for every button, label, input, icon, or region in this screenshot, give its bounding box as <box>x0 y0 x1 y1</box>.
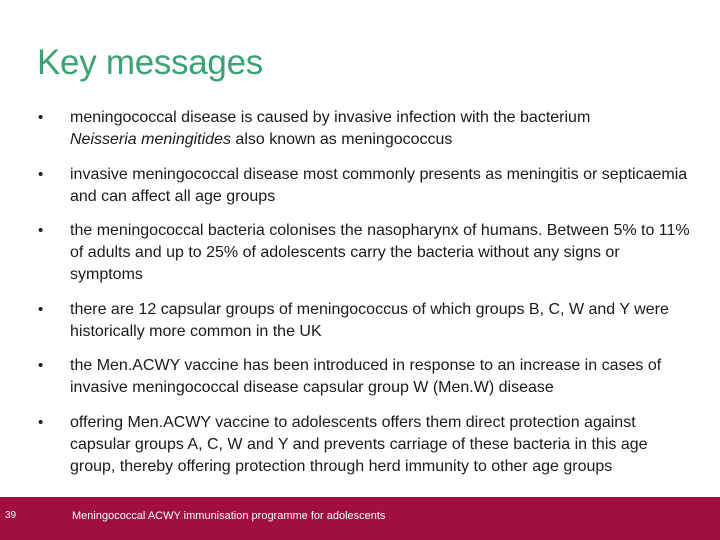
slide-title: Key messages <box>37 43 263 82</box>
bullet-text: invasive meningococcal disease most commonly presents as meningitis or septicaemia and can affect all age groups <box>70 165 688 205</box>
bullet-icon: • <box>38 165 44 183</box>
list-item <box>38 164 690 208</box>
bullet-text-line: also known as meningococcus <box>230 131 453 148</box>
bullet-icon: • <box>38 413 44 431</box>
list-item <box>38 355 690 399</box>
footer-text: Meningococcal ACWY immunisation programme for adolescents <box>72 510 386 522</box>
list-item <box>38 299 690 343</box>
footer-bar <box>0 497 720 540</box>
bullet-icon: • <box>38 109 44 126</box>
bullet-text: the Men.ACWY vaccine has been introduced in response to an increase in cases of invasive meningococcal disease capsular group W (Men.W) disease <box>70 357 662 396</box>
bullet-text: the meningococcal bacteria colonises the nasopharynx of humans. Between 5% to 11% of adults and up to 25% of adolescents carry the bacteria without any signs or symptoms <box>70 222 690 283</box>
slide-number: 39 <box>5 510 17 521</box>
bullet-icon: • <box>38 300 44 318</box>
bullet-icon: • <box>38 222 44 239</box>
bullet-icon: • <box>38 357 44 374</box>
bacterium-name: Neisseria meningitides <box>70 131 231 148</box>
bullet-text: there are 12 capsular groups of meningococcus of which groups B, C, W and Y were historically more common in the UK <box>70 300 669 340</box>
key-messages-list <box>38 107 690 490</box>
list-item <box>38 220 690 286</box>
list-item <box>38 412 690 478</box>
bullet-text: offering Men.ACWY vaccine to adolescents offers them direct protection against capsular groups A, C, W and Y and prevents carriage of these bacteria in this age group, thereby offering protection through herd immunity to other age groups <box>70 413 648 475</box>
bullet-text <box>70 107 690 151</box>
list-item <box>38 107 690 151</box>
bullet-text-line: meningococcal disease is caused by invasive infection with the bacterium <box>70 109 591 126</box>
